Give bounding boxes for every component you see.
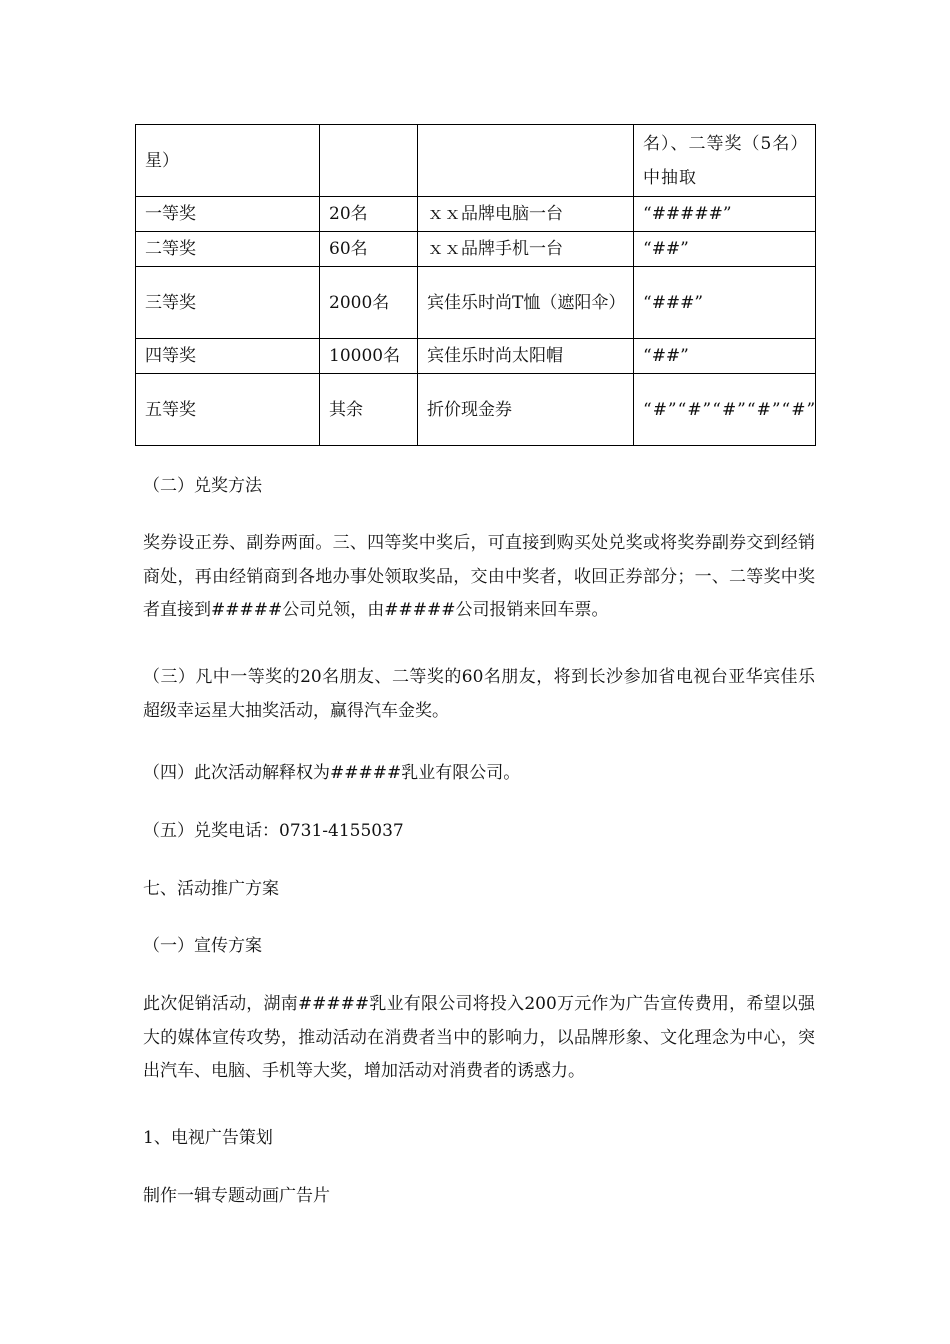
table-cell: “###”: [634, 267, 816, 339]
table-cell: 名）、二等奖（5名）中抽取: [634, 125, 816, 197]
paragraph-interpretation-right: （四）此次活动解释权为#####乳业有限公司。: [143, 763, 521, 783]
table-cell: “#####”: [634, 197, 816, 232]
table-cell: [418, 125, 634, 197]
table-cell: “##”: [634, 232, 816, 267]
table-cell: 宾佳乐时尚T恤（遮阳伞）: [418, 267, 634, 339]
table-cell: ｘｘ品牌手机一台: [418, 232, 634, 267]
table-cell: 折价现金券: [418, 374, 634, 446]
table-cell: 2000名: [320, 267, 418, 339]
table-cell: 60名: [320, 232, 418, 267]
table-cell: 三等奖: [136, 267, 320, 339]
paragraph-redemption-method: 奖券设正券、副券两面。三、四等奖中奖后，可直接到购买处兑奖或将奖券副券交到经销商处，再由经销商到各地办事处领取奖品，交由中奖者，收回正券部分；一、二等奖中奖者直接到#####公司兑领，由#####公司报销来回车票。: [143, 533, 815, 620]
table-row: [136, 197, 816, 232]
table-row: [136, 267, 816, 339]
paragraph-hotline: （五）兑奖电话：0731-4155037: [143, 821, 404, 841]
table-cell: 其余: [320, 374, 418, 446]
table-cell: “#”“#”“#”“#”“#”: [634, 374, 816, 446]
section-heading-tv-ad: 1、电视广告策划: [143, 1128, 273, 1148]
table-cell: 星）: [136, 125, 320, 197]
table-cell: 20名: [320, 197, 418, 232]
table-row: [136, 232, 816, 267]
section-heading-publicity: （一）宣传方案: [143, 936, 262, 956]
table-cell: ｘｘ品牌电脑一台: [418, 197, 634, 232]
table-row: [136, 125, 816, 197]
table-cell: [320, 125, 418, 197]
table-cell: 四等奖: [136, 339, 320, 374]
table-cell: “##”: [634, 339, 816, 374]
paragraph-animation-ad: 制作一辑专题动画广告片: [143, 1186, 330, 1206]
table-cell: 一等奖: [136, 197, 320, 232]
paragraph-first-second-prize: （三）凡中一等奖的20名朋友、二等奖的60名朋友，将到长沙参加省电视台亚华宾佳乐超级幸运星大抽奖活动，赢得汽车金奖。: [143, 667, 815, 721]
table-cell: 五等奖: [136, 374, 320, 446]
prize-table: [135, 124, 816, 446]
table-cell: 二等奖: [136, 232, 320, 267]
table-row: [136, 374, 816, 446]
table-cell: 10000名: [320, 339, 418, 374]
section-heading-promotion: 七、活动推广方案: [143, 879, 279, 899]
section-heading-redemption: （二）兑奖方法: [143, 476, 262, 496]
table-cell: 宾佳乐时尚太阳帽: [418, 339, 634, 374]
table-row: [136, 339, 816, 374]
paragraph-publicity-plan: 此次促销活动，湖南#####乳业有限公司将投入200万元作为广告宣传费用，希望以强大的媒体宣传攻势，推动活动在消费者当中的影响力，以品牌形象、文化理念为中心，突出汽车、电脑、手机等大奖，增加活动对消费者的诱惑力。: [143, 994, 815, 1081]
